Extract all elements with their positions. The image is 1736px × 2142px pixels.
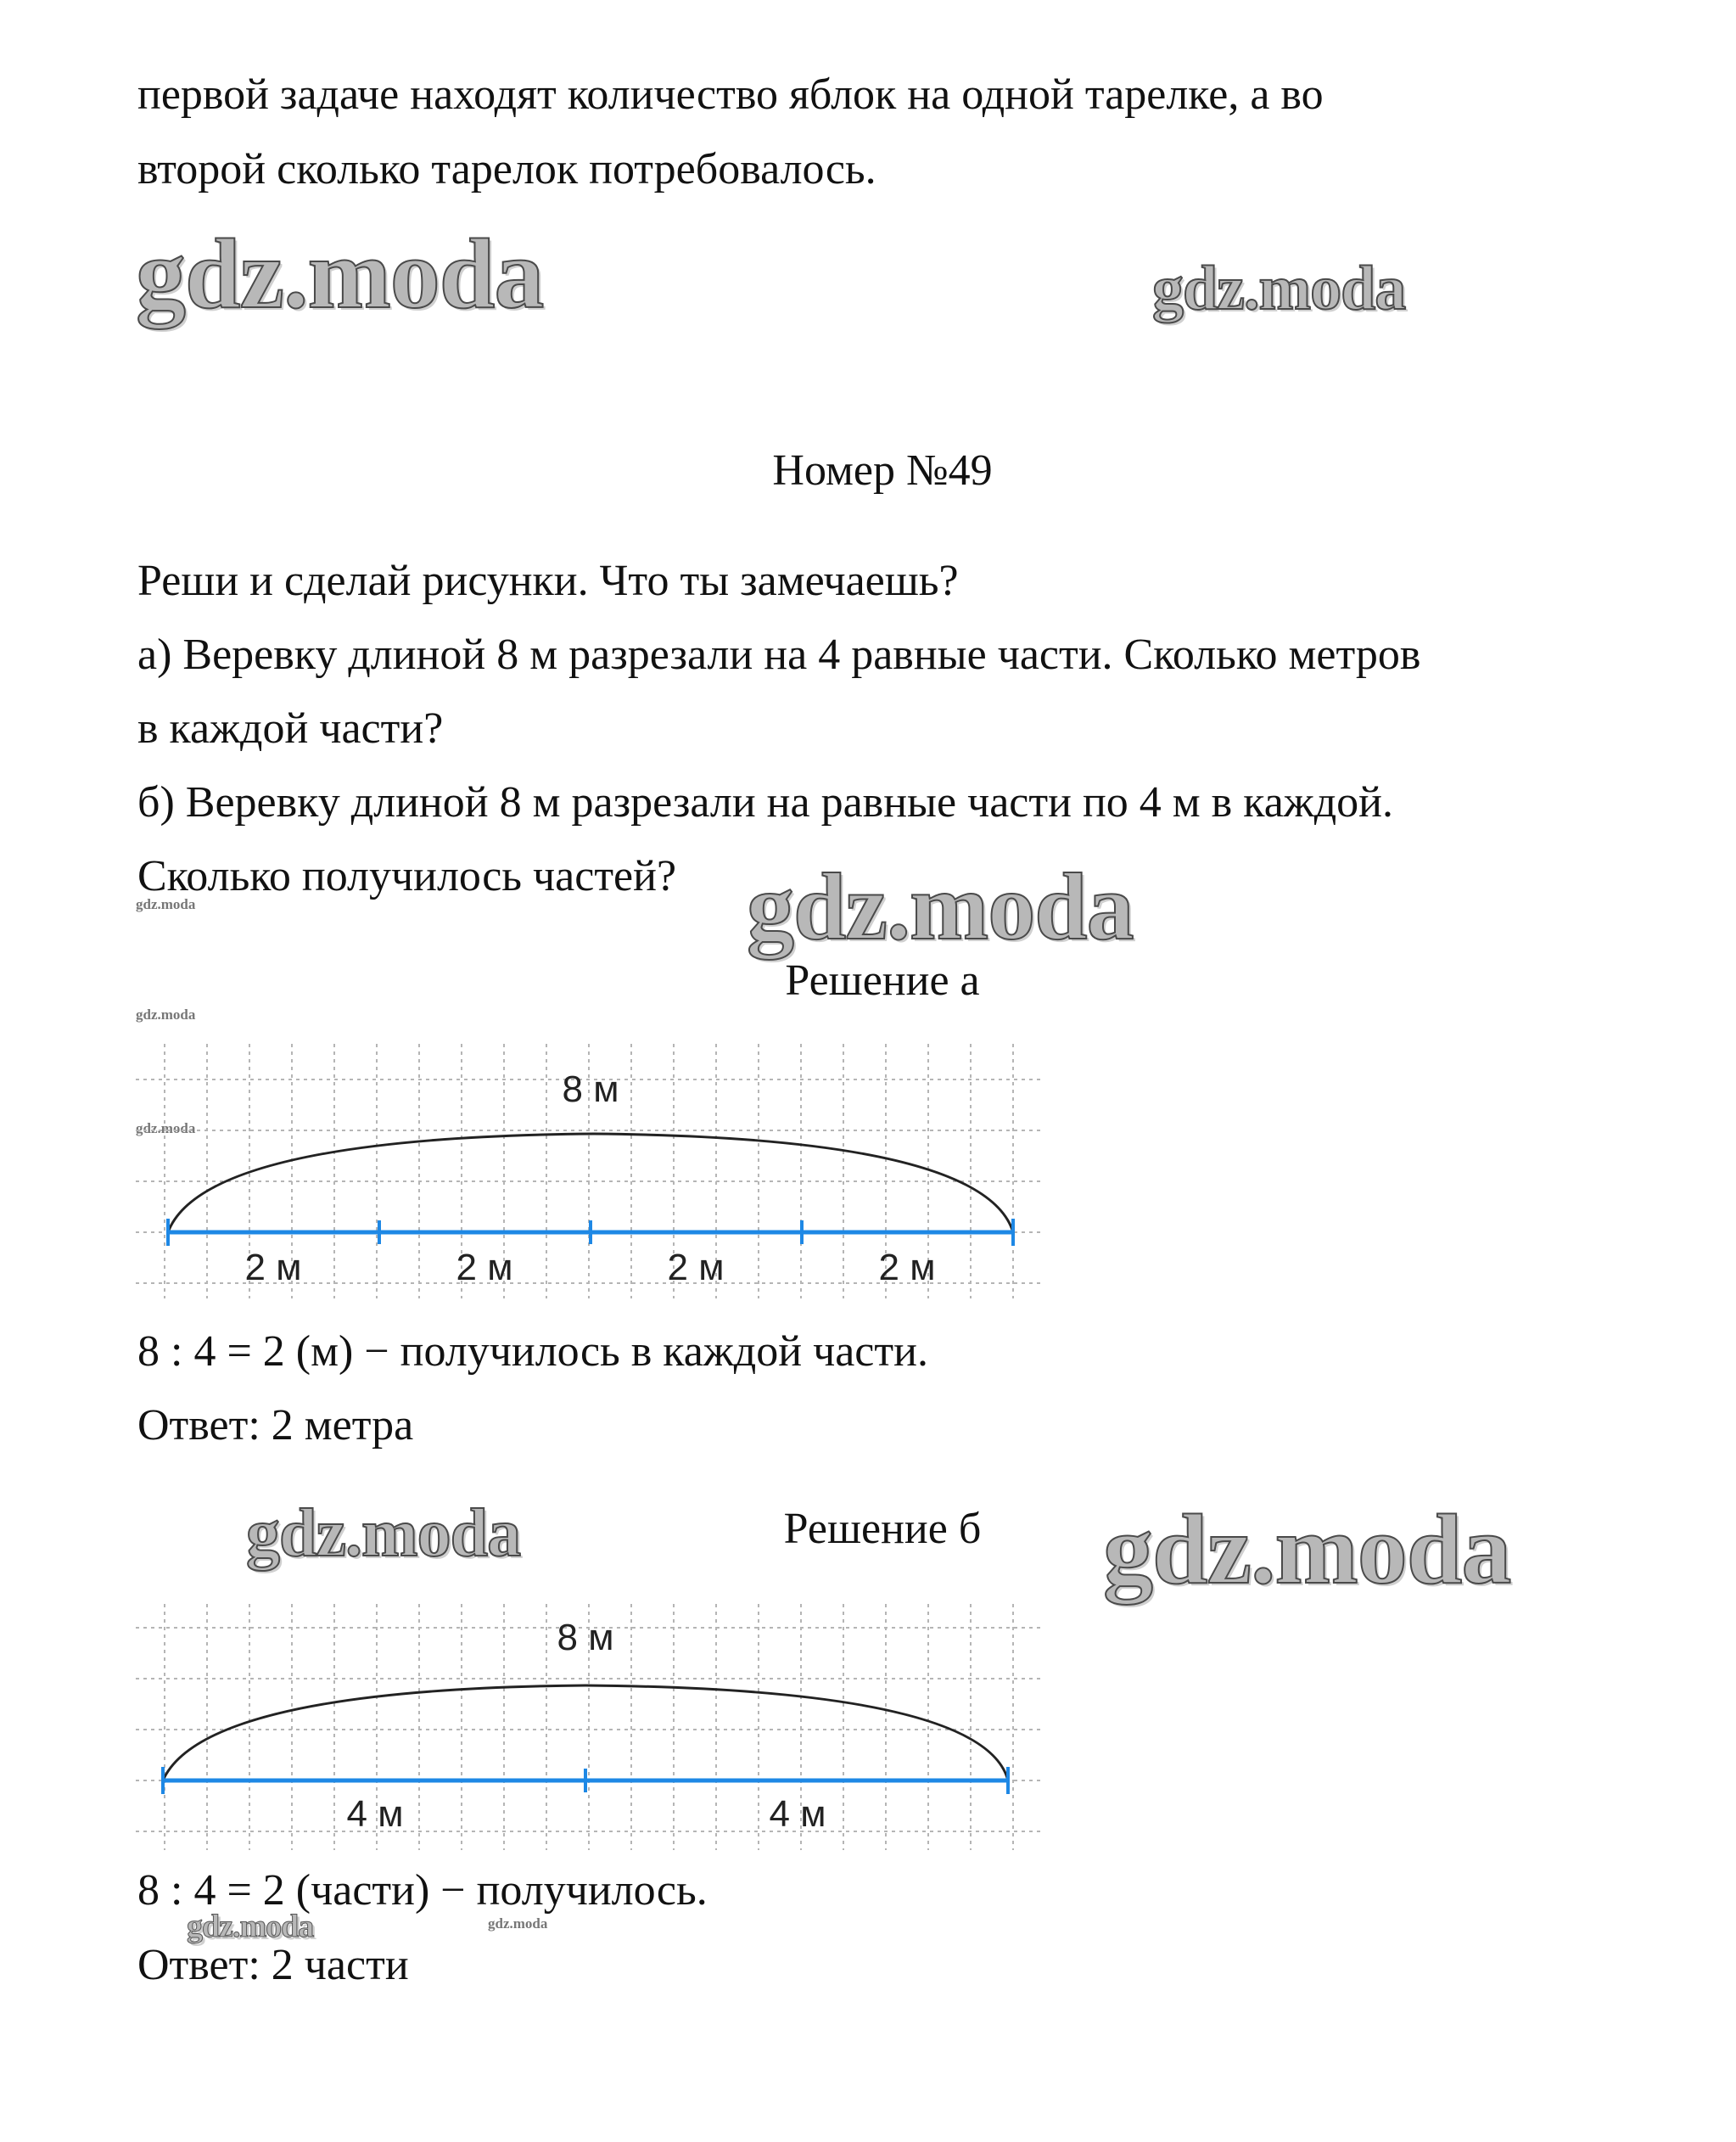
total-length-label: 8 м: [562, 1068, 619, 1110]
part-length-label: 4 м: [769, 1793, 826, 1835]
watermark-logo: gdz.moda: [747, 855, 1134, 960]
watermark-small: gdz.moda: [136, 1007, 196, 1023]
watermark-small: gdz.moda: [136, 896, 196, 912]
solution-a-answer: Ответ: 2 метра: [137, 1401, 414, 1449]
intro-line-2: второй сколько тарелок потребовалось.: [137, 145, 876, 193]
watermark-logo: gdz.moda: [1103, 1494, 1511, 1605]
diagram-b: [136, 1604, 1044, 1850]
watermark-small: gdz.moda: [488, 1915, 548, 1932]
part-length-label: 4 м: [346, 1793, 404, 1835]
intro-line-1: первой задаче находят количество яблок на одной тарелке, а во: [137, 70, 1324, 119]
task-line-1: Реши и сделай рисунки. Что ты замечаешь?: [137, 557, 959, 605]
watermark-logo: gdz.moda: [136, 218, 544, 329]
part-length-label: 2 м: [667, 1247, 725, 1288]
task-line-4: б) Веревку длиной 8 м разрезали на равные части по 4 м в каждой.: [137, 778, 1393, 827]
page-title: Номер №49: [772, 446, 993, 495]
watermark-logo: gdz.moda: [187, 1909, 314, 1944]
diagram-a: [136, 1044, 1044, 1298]
solution-a-title: Решение а: [785, 956, 980, 1005]
solution-b-title: Решение б: [783, 1505, 982, 1553]
part-length-label: 2 м: [878, 1247, 936, 1288]
length-arc: [163, 1685, 1008, 1780]
solution-b-equation: 8 : 4 = 2 (части) − получилось.: [137, 1866, 708, 1915]
task-line-5: Сколько получилось частей?: [137, 852, 677, 900]
part-length-label: 2 м: [456, 1247, 513, 1288]
solution-a-equation: 8 : 4 = 2 (м) − получилось в каждой части.: [137, 1327, 928, 1376]
watermark-small: gdz.moda: [136, 1120, 196, 1136]
watermark-logo: gdz.moda: [1152, 254, 1406, 323]
task-line-3: в каждой части?: [137, 704, 444, 753]
task-line-2: а) Веревку длиной 8 м разрезали на 4 равные части. Сколько метров: [137, 631, 1421, 679]
solution-b-answer: Ответ: 2 части: [137, 1941, 409, 1989]
watermark-logo: gdz.moda: [246, 1496, 521, 1571]
part-length-label: 2 м: [244, 1247, 302, 1288]
total-length-label: 8 м: [557, 1617, 614, 1658]
